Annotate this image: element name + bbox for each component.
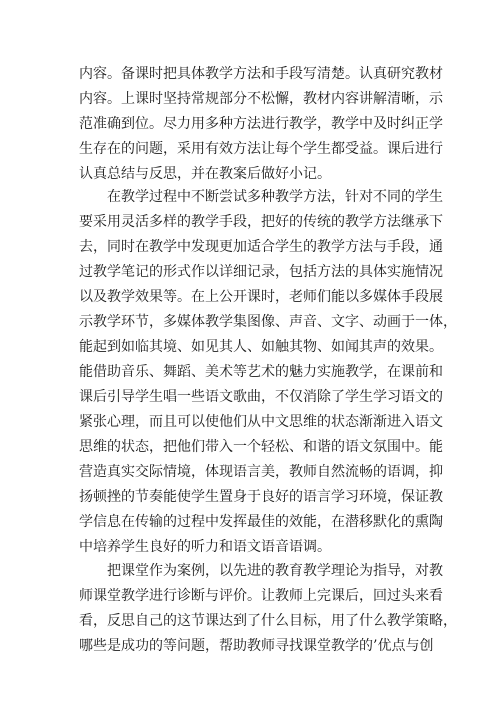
text-line: 能起到如临其境、如见其人、如触其物、如闻其声的效果。 xyxy=(79,339,443,355)
text-line: 思维的状态，把他们带入一个轻松、和谐的语文氛围中。能 xyxy=(79,439,443,455)
text-line: 中培养学生良好的听力和语文语音语调。 xyxy=(79,539,331,555)
text-line: 内容。备课时把具体教学方法和手段写清楚。认真研究教材 xyxy=(79,66,443,82)
text-line: 课后引导学生唱一些语文歌曲，不仅消除了学生学习语文的 xyxy=(79,389,443,405)
text-line: 在教学过程中不断尝试多种教学方法，针对不同的学生 xyxy=(107,189,443,205)
text-line: 看，反思自己的这节课达到了什么目标，用了什么教学策略， xyxy=(79,613,457,629)
text-line: 认真总结与反思，并在教案后做好小记。 xyxy=(79,166,331,182)
text-line: 能借助音乐、舞蹈、美术等艺术的魅力实施教学，在课前和 xyxy=(79,364,443,380)
text-line: 过教学笔记的形式作以详细记录，包括方法的具体实施情况 xyxy=(79,264,443,280)
text-line: 把课堂作为案例，以先进的教育教学理论为指导，对教 xyxy=(107,563,443,579)
text-line: 扬顿挫的节奏能使学生置身于良好的语言学习环境，保证教 xyxy=(79,489,443,505)
text-line: 去，同时在教学中发现更加适合学生的教学方法与手段，通 xyxy=(79,239,443,255)
text-line: 要采用灵活多样的教学手段，把好的传统的教学方法继承下 xyxy=(79,214,443,230)
text-line: 内容。上课时坚持常规部分不松懈，教材内容讲解清晰，示 xyxy=(79,91,443,107)
text-line: 营造真实交际情境，体现语言美，教师自然流畅的语调，抑 xyxy=(79,464,443,480)
text-line: 范准确到位。尽力用多种方法进行教学，教学中及时纠正学 xyxy=(79,116,443,132)
text-line: 师课堂教学进行诊断与评价。让教师上完课后，回过头来看 xyxy=(79,588,443,604)
text-line: 紧张心理，而且可以使他们从中文思维的状态渐渐进入语文 xyxy=(79,414,443,430)
text-line: 以及教学效果等。在上公开课时，老师们能以多媒体手段展 xyxy=(79,289,443,305)
text-line: 哪些是成功的等问题，帮助教师寻找课堂教学的’优点与创 xyxy=(79,638,434,654)
text-line: 生存在的问题，采用有效方法让每个学生都受益。课后进行 xyxy=(79,141,443,157)
text-line: 示教学环节，多媒体教学集图像、声音、文字、动画于一体， xyxy=(79,314,457,330)
text-line: 学信息在传输的过程中发挥最佳的效能，在潜移默化的熏陶 xyxy=(79,514,443,530)
